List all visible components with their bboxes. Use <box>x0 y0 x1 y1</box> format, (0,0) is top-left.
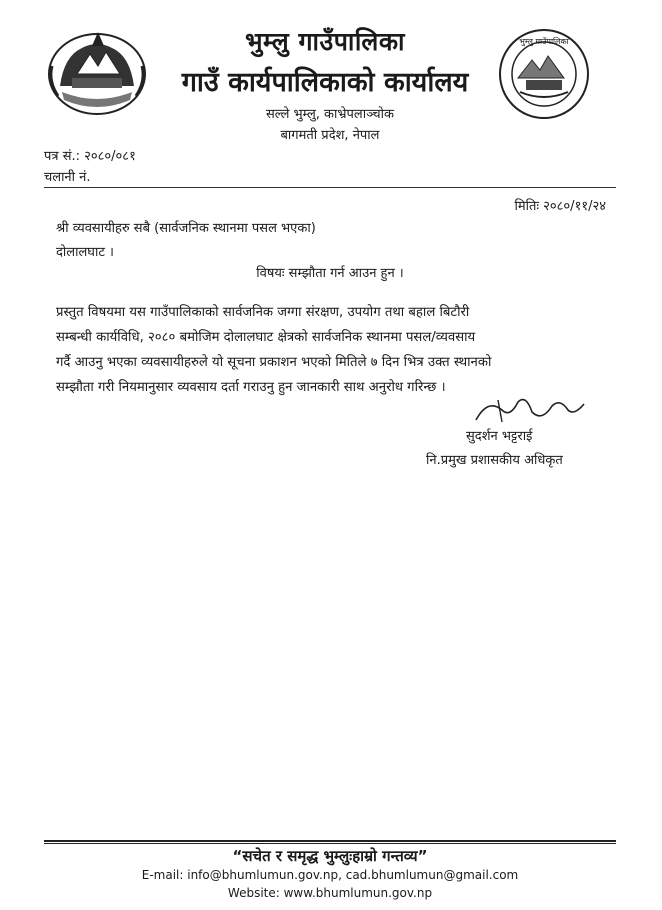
letter-date: मितिः २०८०/११/२४ <box>514 199 606 214</box>
footer-email: E-mail: info@bhumlumun.gov.np, cad.bhumlumun@gmail.com <box>141 868 519 882</box>
body-line: प्रस्तुत विषयमा यस गाउँपालिकाको सार्वजनिक जग्गा संरक्षण, उपयोग तथा बहाल बिटौरी <box>56 305 470 320</box>
signatory-designation: नि.प्रमुख प्रशासकीय अधिकृत <box>426 453 563 468</box>
recipient-line-2: दोलालघाट । <box>56 245 114 260</box>
letter-number: पत्र सं.: २०८०/०८१ <box>44 149 136 164</box>
dispatch-number: चलानी नं. <box>44 170 91 185</box>
address-line-2: बागमती प्रदेश, नेपाल <box>280 128 380 143</box>
address-line-1: सल्ले भुम्लु, काभ्रेपलाञ्चोक <box>265 107 395 122</box>
footer-slogan: “सचेत र समृद्ध भुम्लुःहाम्रो गन्तव्य” <box>232 847 428 865</box>
body-line: सम्बन्धी कार्यविधि, २०८० बमोजिम दोलालघाट क्षेत्रको सार्वजनिक स्थानमा पसल/व्यवसाय <box>56 330 476 345</box>
recipient-line-1: श्री व्यवसायीहरु सबै (सार्वजनिक स्थानमा पसल भएका) <box>56 221 316 236</box>
header-divider <box>44 187 616 188</box>
municipality-seal-icon <box>492 26 596 122</box>
footer-divider-bottom <box>44 843 616 844</box>
office-name: भुम्लु गाउँपालिका <box>244 27 405 56</box>
nepal-government-emblem-icon <box>42 26 152 122</box>
footer-website: Website: www.bhumlumun.gov.np <box>227 886 433 900</box>
office-title: गाउँ कार्यपालिकाको कार्यालय <box>181 67 469 98</box>
body-line: गर्दै आउनु भएका व्यवसायीहरुले यो सूचना प्रकाशन भएको मितिले ७ दिन भित्र उक्त स्थानको <box>56 355 492 370</box>
subject: विषयः सम्झौता गर्न आउन हुन । <box>256 266 404 281</box>
footer-divider-top <box>44 840 616 842</box>
body-paragraph <box>56 300 610 400</box>
signatory-name: सुदर्शन भट्टराई <box>466 429 533 444</box>
body-line: सम्झौता गरी नियमानुसार व्यवसाय दर्ता गराउनु हुन जानकारी साथ अनुरोध गरिन्छ । <box>56 380 446 395</box>
seal-text: भुम्लु गाउँपालिका <box>519 37 569 46</box>
